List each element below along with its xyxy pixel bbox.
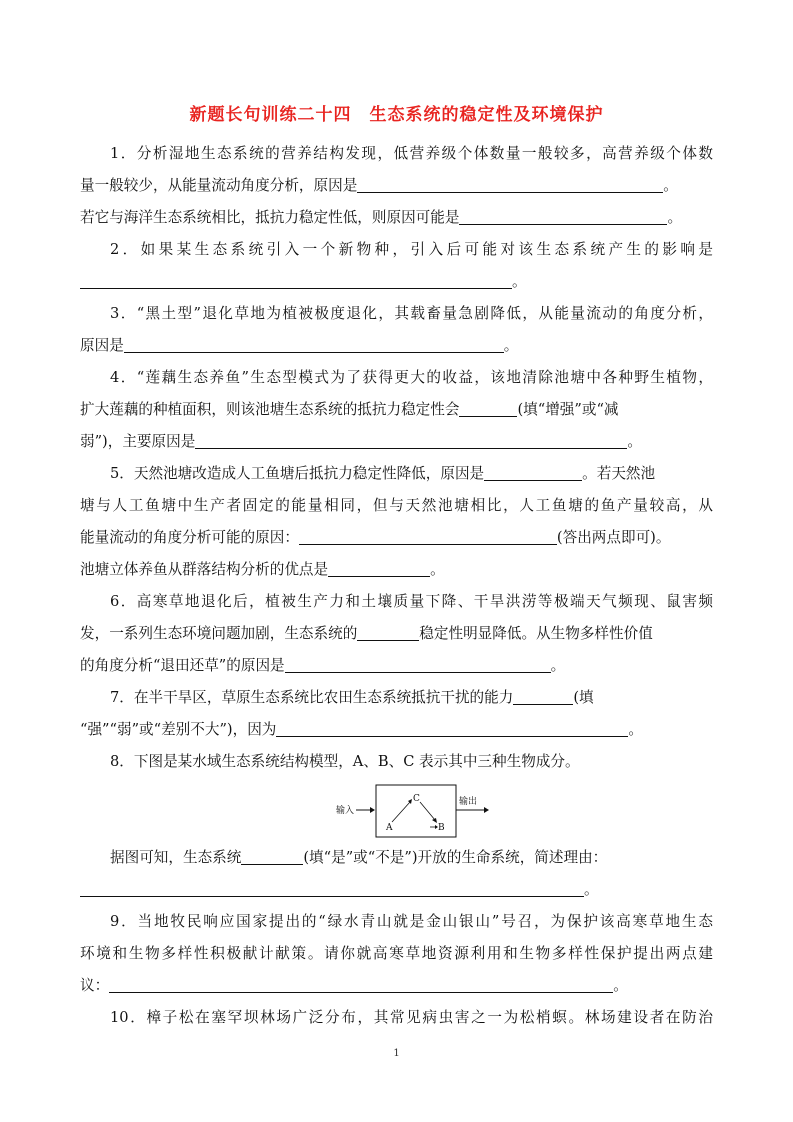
- answer-blank[interactable]: [357, 174, 663, 193]
- question-1-line-1: 1．分析湿地生态系统的营养结构发现，低营养级个体数量一般较多，高营养级个体数: [110, 145, 713, 162]
- question-6-line-1: 6．高寒草地退化后，植被生产力和土壤质量下降、干旱洪涝等极端天气频现、鼠害频: [110, 593, 713, 610]
- ecosystem-diagram-row: [80, 778, 713, 842]
- answer-blank[interactable]: [328, 558, 430, 577]
- question-1-line-3: 若它与海洋生态系统相比，抵抗力稳定性低，则原因可能是 。: [80, 202, 713, 234]
- answer-blank[interactable]: [285, 654, 551, 673]
- answer-blank[interactable]: [459, 398, 517, 417]
- page-title: 新题长句训练二十四 生态系统的稳定性及环境保护: [189, 105, 604, 125]
- answer-blank[interactable]: [195, 430, 627, 449]
- question-5-line-3: 能量流动的角度分析可能的原因： (答出两点即可)。: [80, 522, 713, 554]
- question-9-line-2: 环境和生物多样性积极献计献策。请你就高寒草地资源利用和生物多样性保护提出两点建: [80, 945, 713, 962]
- diagram-node-a: A: [386, 823, 393, 833]
- diagram-node-c: C: [413, 794, 420, 804]
- question-9-line-3: 议： 。: [80, 970, 713, 1002]
- answer-blank[interactable]: [484, 462, 582, 481]
- answer-blank[interactable]: [80, 270, 512, 289]
- question-2-line-1: 2．如果某生态系统引入一个新物种，引入后可能对该生态系统产生的影响是: [110, 241, 713, 258]
- question-list: [80, 138, 713, 1034]
- question-6-line-2: 发，一系列生态环境问题加剧，生态系统的 稳定性明显降低。从生物多样性价值: [80, 618, 713, 650]
- question-4-line-1: 4．“莲藕生态养鱼”生态型模式为了获得更大的收益，该地清除池塘中各种野生植物，: [110, 369, 713, 386]
- answer-blank[interactable]: [109, 974, 613, 993]
- arrow-a-to-c: [392, 802, 410, 822]
- question-10-line-1: 10．樟子松在塞罕坝林场广泛分布，其常见病虫害之一为松梢螟。林场建设者在防治: [110, 1009, 713, 1026]
- output-arrow-head: [484, 807, 489, 813]
- answer-blank[interactable]: [80, 878, 584, 897]
- diagram-output-label: 输出: [459, 797, 478, 807]
- question-8-line-2: 据图可知，生态系统 (填“是”或“不是”)开放的生命系统，简述理由：: [80, 842, 713, 874]
- question-8-line-1: 8．下图是某水域生态系统结构模型，A、B、C 表示其中三种生物成分。: [110, 753, 580, 770]
- question-4-line-3: 弱”)，主要原因是 。: [80, 426, 713, 458]
- question-2-line-2: 。: [80, 266, 713, 298]
- question-3-line-1: 3．“黑土型”退化草地为植被极度退化，其载畜量急剧降低，从能量流动的角度分析，: [110, 305, 713, 322]
- ecosystem-structure-diagram: [334, 782, 494, 840]
- answer-blank[interactable]: [357, 622, 419, 641]
- diagram-input-label: 输入: [336, 806, 355, 816]
- question-9-line-1: 9．当地牧民响应国家提出的“绿水青山就是金山银山”号召，为保护该高寒草地生态: [110, 913, 713, 930]
- answer-blank[interactable]: [459, 206, 667, 225]
- answer-blank[interactable]: [513, 686, 573, 705]
- answer-blank[interactable]: [276, 718, 628, 737]
- page-number: 1: [393, 1048, 400, 1059]
- question-8-line-3: 。: [80, 874, 713, 906]
- diagram-node-b: B: [438, 823, 445, 833]
- question-5-line-1: 5．天然池塘改造成人工鱼塘后抵抗力稳定性降低，原因是 。若天然池: [80, 458, 713, 490]
- question-5-line-4: 池塘立体养鱼从群落结构分析的优点是 。: [80, 554, 713, 586]
- answer-blank[interactable]: [299, 526, 557, 545]
- question-7-line-1: 7．在半干旱区，草原生态系统比农田生态系统抵抗干扰的能力 (填: [80, 682, 713, 714]
- question-5-line-2: 塘与人工鱼塘中生产者固定的能量相同，但与天然池塘相比，人工鱼塘的鱼产量较高，从: [80, 497, 713, 514]
- question-6-line-3: 的角度分析“退田还草”的原因是 。: [80, 650, 713, 682]
- answer-blank[interactable]: [124, 334, 504, 353]
- arrow-c-to-b: [420, 802, 435, 820]
- question-7-line-2: “强”“弱”或“差别不大”)，因为 。: [80, 714, 713, 746]
- input-arrow-head: [370, 807, 375, 813]
- arrow-c-to-b-head: [432, 818, 437, 823]
- question-1-line-2: 量一般较少，从能量流动角度分析，原因是 。: [80, 170, 713, 202]
- question-3-line-2: 原因是 。: [80, 330, 713, 362]
- answer-blank[interactable]: [241, 846, 303, 865]
- question-4-line-2: 扩大莲藕的种植面积，则该池塘生态系统的抵抗力稳定性会 (填“增强”或“减: [80, 394, 713, 426]
